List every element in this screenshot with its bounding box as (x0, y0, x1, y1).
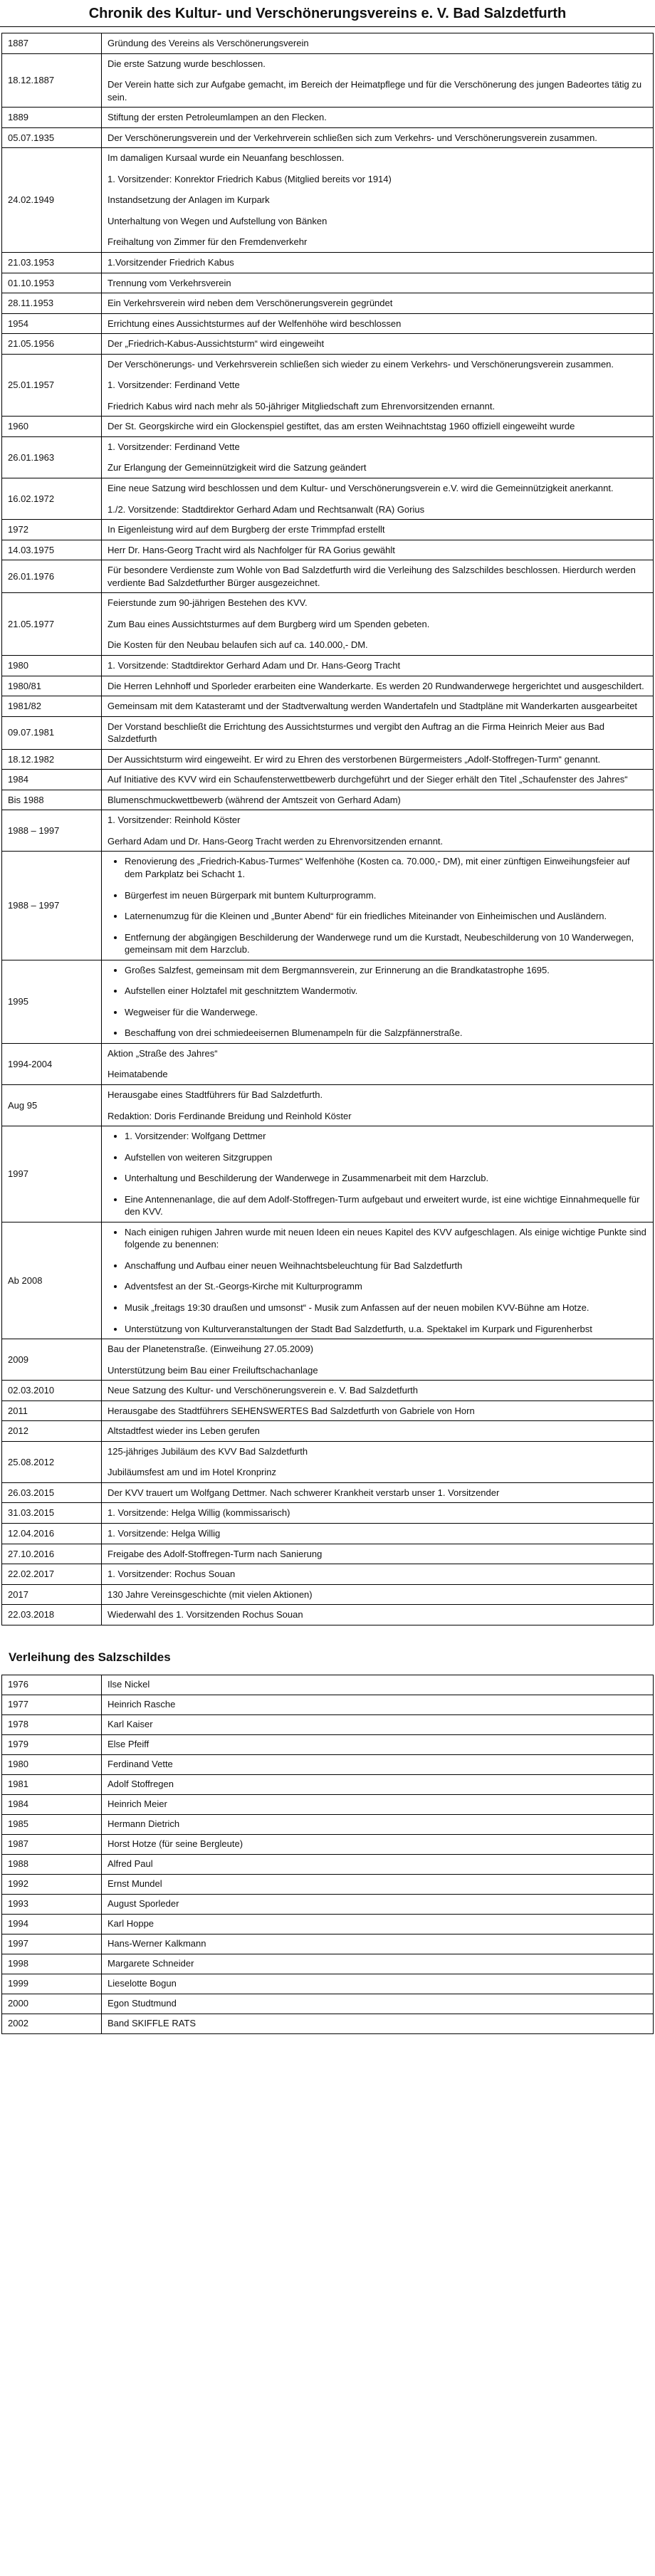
chronicle-bullet-item: • Renovierung des „Friedrich-Kabus-Turmes“ Welfenhöhe (Kosten ca. 70.000,- DM), mit einer zünftigen Einweihungsfeier auf dem Parkplatz bei Schacht 1. (125, 855, 647, 880)
chronicle-paragraph: Blumenschmuckwettbewerb (während der Amtszeit von Gerhard Adam) (108, 794, 401, 805)
chronicle-bullet-item: • Unterstützung von Kulturveranstaltungen der Stadt Bad Salzdetfurth, u.a. Spektakel im Kurpark und Figurenherbst (125, 1323, 647, 1336)
award-year: 1979 (2, 1734, 102, 1754)
chronicle-date: 14.03.1975 (2, 540, 102, 560)
award-row (2, 1834, 654, 1854)
chronicle-row (2, 1544, 654, 1564)
chronicle-date: 02.03.2010 (2, 1381, 102, 1401)
chronicle-description (102, 1544, 654, 1564)
chronicle-row (2, 1605, 654, 1625)
chronicle-bullet-item: • Eine Antennenanlage, die auf dem Adolf-Stoffregen-Turm aufgebaut und erweitert wurde, ist eine wichtige Einnahmequelle für den KVV. (125, 1193, 647, 1218)
chronicle-date: 1980 (2, 655, 102, 676)
chronicle-paragraph: 1./2. Vorsitzende: Stadtdirektor Gerhard Adam und Rechtsanwalt (RA) Gorius (108, 503, 425, 515)
award-row (2, 1854, 654, 1874)
chronicle-date: 1889 (2, 108, 102, 128)
chronicle-paragraph: Im damaligen Kursaal wurde ein Neuanfang beschlossen. (108, 152, 345, 164)
chronicle-row (2, 334, 654, 355)
chronicle-paragraph: 1. Vorsitzender: Konrektor Friedrich Kabus (Mitglied bereits vor 1914) (108, 173, 392, 184)
chronicle-paragraph: Unterstützung beim Bau einer Freiluftschachanlage (108, 1364, 318, 1376)
chronicle-row (2, 655, 654, 676)
chronicle-description (102, 540, 654, 560)
chronicle-date: 18.12.1887 (2, 53, 102, 108)
chronicle-paragraph: Herausgabe eines Stadtführers für Bad Salzdetfurth. (108, 1089, 323, 1100)
award-year: 1988 (2, 1854, 102, 1874)
award-row (2, 1754, 654, 1774)
awards-table-body (2, 1675, 654, 2033)
chronicle-description (102, 1043, 654, 1084)
page-title: Chronik des Kultur- und Verschönerungsvereins e. V. Bad Salzdetfurth (0, 0, 655, 27)
chronicle-date: 1960 (2, 417, 102, 437)
chronicle-paragraph: Feierstunde zum 90-jährigen Bestehen des KVV. (108, 597, 308, 609)
chronicle-row (2, 148, 654, 253)
chronicle-paragraph: 1. Vorsitzender: Reinhold Köster (108, 815, 241, 826)
chronicle-row (2, 313, 654, 334)
chronicle-paragraph: Der Vorstand beschließt die Errichtung des Aussichtsturmes und vergibt den Auftrag an die Firma Heinrich Meier aus Bad Salzdetfurth (108, 721, 605, 745)
chronicle-row (2, 1503, 654, 1524)
chronicle-date: Aug 95 (2, 1084, 102, 1126)
chronicle-row (2, 540, 654, 560)
chronicle-bullet-item: • Entfernung der abgängigen Beschilderung der Wanderwege rund um die Kurstadt, Neubeschilderung von 10 Wanderwegen, gemeinsam mit dem Harzclub. (125, 931, 647, 956)
chronicle-description (102, 1339, 654, 1381)
chronicle-row (2, 1381, 654, 1401)
chronicle-paragraph: Der KVV trauert um Wolfgang Dettmer. Nach schwerer Krankheit verstarb unser 1. Vorsitzender (108, 1487, 500, 1498)
chronicle-date: 25.08.2012 (2, 1441, 102, 1482)
chronicle-paragraph: Zum Bau eines Aussichtsturmes auf dem Burgberg wird um Spenden gebeten. (108, 618, 430, 629)
award-recipient: Karl Kaiser (102, 1714, 654, 1734)
chronicle-row (2, 33, 654, 54)
awards-table (1, 1675, 654, 2034)
chronicle-description (102, 716, 654, 749)
chronicle-row (2, 749, 654, 770)
chronicle-bullet-item: • Wegweiser für die Wanderwege. (125, 1006, 647, 1019)
chronicle-paragraph: Herr Dr. Hans-Georg Tracht wird als Nachfolger für RA Gorius gewählt (108, 544, 395, 555)
award-row (2, 1794, 654, 1814)
chronicle-row (2, 716, 654, 749)
chronicle-date: 1954 (2, 313, 102, 334)
chronicle-description (102, 417, 654, 437)
chronicle-row (2, 770, 654, 790)
award-row (2, 1874, 654, 1894)
chronicle-paragraph: Eine neue Satzung wird beschlossen und dem Kultur- und Verschönerungsverein e.V. wird die Gemeinnützigkeit anerkannt. (108, 483, 614, 494)
award-year: 1980 (2, 1754, 102, 1774)
chronicle-date: 28.11.1953 (2, 293, 102, 314)
chronicle-description (102, 478, 654, 520)
chronicle-description (102, 273, 654, 293)
chronicle-paragraph: Gründung des Vereins als Verschönerungsverein (108, 38, 309, 48)
chronicle-date: 1988 – 1997 (2, 852, 102, 960)
chronicle-description (102, 1441, 654, 1482)
award-row (2, 1714, 654, 1734)
chronicle-description (102, 354, 654, 417)
chronicle-date: 18.12.1982 (2, 749, 102, 770)
chronicle-paragraph: 1. Vorsitzende: Stadtdirektor Gerhard Adam und Dr. Hans-Georg Tracht (108, 659, 401, 671)
chronicle-description (102, 293, 654, 314)
award-recipient: Horst Hotze (für seine Bergleute) (102, 1834, 654, 1854)
chronicle-paragraph: Der St. Georgskirche wird ein Glockenspiel gestiftet, das am ersten Weihnachtstag 1960 offiziell eingeweiht wurde (108, 421, 575, 432)
chronicle-paragraph: Auf Initiative des KVV wird ein Schaufensterwettbewerb durchgeführt und der Sieger erhält den Titel „Schaufenster des Jahres“ (108, 774, 628, 785)
awards-section-title: Verleihung des Salzschildes (9, 1650, 171, 1664)
award-year: 1985 (2, 1814, 102, 1834)
chronicle-paragraph: Der Verschönerungs- und Verkehrsverein schließen sich wieder zu einem Verkehrs- und Verschönerungsverein zusammen. (108, 358, 614, 370)
chronicle-row (2, 676, 654, 696)
award-recipient: Karl Hoppe (102, 1914, 654, 1934)
chronicle-row (2, 1043, 654, 1084)
chronicle-table-body (2, 33, 654, 1625)
chronicle-date: 31.03.2015 (2, 1503, 102, 1524)
chronicle-row (2, 852, 654, 960)
chronicle-paragraph: Der „Friedrich-Kabus-Aussichtsturm“ wird eingeweiht (108, 338, 325, 350)
chronicle-date: 1887 (2, 33, 102, 54)
chronicle-row (2, 1339, 654, 1381)
chronicle-paragraph: Trennung vom Verkehrsverein (108, 277, 231, 288)
chronicle-date: 2012 (2, 1421, 102, 1442)
chronicle-description (102, 127, 654, 148)
award-year: 1981 (2, 1774, 102, 1794)
chronicle-paragraph: Der Aussichtsturm wird eingeweiht. Er wird zu Ehren des verstorbenen Bürgermeisters „Adolf-Stoffregen-Turm“ genannt. (108, 753, 601, 765)
chronicle-row (2, 354, 654, 417)
award-row (2, 1994, 654, 2014)
award-recipient: Ilse Nickel (102, 1675, 654, 1695)
chronicle-date: 1988 – 1997 (2, 810, 102, 852)
chronicle-paragraph: Freigabe des Adolf-Stoffregen-Turm nach Sanierung (108, 1548, 323, 1559)
chronicle-paragraph: 125-jähriges Jubiläum des KVV Bad Salzdetfurth (108, 1445, 308, 1457)
chronicle-description (102, 770, 654, 790)
chronicle-description (102, 33, 654, 54)
chronicle-bullet-item: • Aufstellen einer Holztafel mit geschnitztem Wandermotiv. (125, 985, 647, 998)
chronicle-paragraph: Unterhaltung von Wegen und Aufstellung von Bänken (108, 215, 328, 226)
award-year: 1993 (2, 1894, 102, 1914)
chronicle-paragraph: 1. Vorsitzender: Rochus Souan (108, 1569, 236, 1580)
chronicle-row (2, 1084, 654, 1126)
chronicle-description (102, 53, 654, 108)
chronicle-description (102, 1482, 654, 1503)
chronicle-paragraph: 1. Vorsitzende: Helga Willig (108, 1528, 221, 1539)
chronicle-row (2, 53, 654, 108)
award-row (2, 1774, 654, 1794)
chronicle-bullet-item: • Großes Salzfest, gemeinsam mit dem Bergmannsverein, zur Erinnerung an die Brandkatastrophe 1695. (125, 964, 647, 977)
chronicle-description (102, 960, 654, 1043)
chronicle-row (2, 560, 654, 593)
award-year: 1998 (2, 1954, 102, 1974)
award-year: 1977 (2, 1695, 102, 1714)
chronicle-date: 09.07.1981 (2, 716, 102, 749)
chronicle-paragraph: 1. Vorsitzende: Helga Willig (kommissarisch) (108, 1507, 290, 1519)
award-recipient: Ernst Mundel (102, 1874, 654, 1894)
chronicle-date: 01.10.1953 (2, 273, 102, 293)
award-recipient: Hans-Werner Kalkmann (102, 1934, 654, 1954)
chronicle-date: 24.02.1949 (2, 148, 102, 253)
award-year: 1999 (2, 1974, 102, 1994)
chronicle-date: 1997 (2, 1126, 102, 1222)
chronicle-description (102, 1381, 654, 1401)
chronicle-row (2, 1222, 654, 1339)
chronicle-description (102, 1222, 654, 1339)
award-year: 2002 (2, 2014, 102, 2033)
chronicle-description (102, 810, 654, 852)
chronicle-paragraph: Jubiläumsfest am und im Hotel Kronprinz (108, 1467, 276, 1478)
chronicle-description (102, 313, 654, 334)
chronicle-description (102, 253, 654, 273)
award-recipient: Else Pfeiff (102, 1734, 654, 1754)
chronicle-bullet-item: • Unterhaltung und Beschilderung der Wanderwege in Zusammenarbeit mit dem Harzclub. (125, 1172, 647, 1185)
chronicle-description (102, 676, 654, 696)
chronicle-description (102, 1400, 654, 1421)
award-recipient: Ferdinand Vette (102, 1754, 654, 1774)
award-row (2, 1954, 654, 1974)
chronicle-row (2, 593, 654, 656)
chronicle-description (102, 1564, 654, 1585)
chronicle-description (102, 655, 654, 676)
chronicle-date: 22.02.2017 (2, 1564, 102, 1585)
chronicle-paragraph: Für besondere Verdienste zum Wohle von Bad Salzdetfurth wird die Verleihung des Salzschildes beschlossen. Hierdurch werden verdiente Bad Salzdetfurther Bürger ausgezeichnet. (108, 565, 636, 588)
award-row (2, 1894, 654, 1914)
award-row (2, 1734, 654, 1754)
chronicle-date: 26.01.1963 (2, 436, 102, 478)
award-row (2, 2014, 654, 2033)
chronicle-paragraph: Gerhard Adam und Dr. Hans-Georg Tracht werden zu Ehrenvorsitzenden ernannt. (108, 835, 444, 847)
chronicle-description (102, 1584, 654, 1605)
award-year: 1987 (2, 1834, 102, 1854)
chronicle-bullet-item: • Aufstellen von weiteren Sitzgruppen (125, 1151, 647, 1164)
chronicle-paragraph: 1.Vorsitzender Friedrich Kabus (108, 257, 234, 268)
chronicle-date: 21.05.1977 (2, 593, 102, 656)
award-row (2, 1934, 654, 1954)
chronicle-paragraph: Friedrich Kabus wird nach mehr als 50-jähriger Mitgliedschaft zum Ehrenvorsitzenden ernannt. (108, 400, 496, 412)
chronicle-date: 21.03.1953 (2, 253, 102, 273)
chronicle-date: 1995 (2, 960, 102, 1043)
chronicle-row (2, 436, 654, 478)
chronicle-paragraph: Die Kosten für den Neubau belaufen sich auf ca. 140.000,- DM. (108, 639, 368, 651)
chronicle-row (2, 293, 654, 314)
chronicle-row (2, 520, 654, 540)
chronicle-description (102, 148, 654, 253)
chronicle-bullet-item: • Adventsfest an der St.-Georgs-Kirche mit Kulturprogramm (125, 1280, 647, 1293)
chronicle-description (102, 593, 654, 656)
chronicle-date: 27.10.2016 (2, 1544, 102, 1564)
chronicle-row (2, 417, 654, 437)
chronicle-date: 2017 (2, 1584, 102, 1605)
chronicle-row (2, 1482, 654, 1503)
chronicle-bullet-list (108, 1130, 647, 1218)
award-year: 1997 (2, 1934, 102, 1954)
chronicle-paragraph: Aktion „Straße des Jahres“ (108, 1047, 218, 1059)
chronicle-description (102, 334, 654, 355)
chronicle-row (2, 810, 654, 852)
chronicle-row (2, 108, 654, 128)
chronicle-description (102, 560, 654, 593)
award-recipient: Heinrich Meier (102, 1794, 654, 1814)
chronicle-row (2, 1524, 654, 1544)
award-row (2, 1675, 654, 1695)
chronicle-bullet-item: • Musik „freitags 19:30 draußen und umsonst“ - Musik zum Anfassen auf der neuen mobilen KVV-Bühne am Hotze. (125, 1302, 647, 1314)
chronicle-description (102, 1084, 654, 1126)
award-recipient: Hermann Dietrich (102, 1814, 654, 1834)
chronicle-date: 1984 (2, 770, 102, 790)
chronicle-bullet-item: • Beschaffung von drei schmiedeeisernen Blumenampeln für die Salzpfännerstraße. (125, 1027, 647, 1040)
chronicle-description (102, 749, 654, 770)
chronicle-paragraph: Altstadtfest wieder ins Leben gerufen (108, 1425, 260, 1437)
chronicle-paragraph: Heimatabende (108, 1069, 168, 1080)
chronicle-description (102, 790, 654, 810)
chronicle-bullet-item: • Anschaffung und Aufbau einer neuen Weihnachtsbeleuchtung für Bad Salzdetfurth (125, 1260, 647, 1272)
chronicle-date: 1972 (2, 520, 102, 540)
award-year: 1976 (2, 1675, 102, 1695)
chronicle-row (2, 1126, 654, 1222)
chronicle-paragraph: Wiederwahl des 1. Vorsitzenden Rochus Souan (108, 1609, 303, 1621)
chronicle-paragraph: Neue Satzung des Kultur- und Verschönerungsverein e. V. Bad Salzdetfurth (108, 1385, 419, 1396)
award-recipient: Heinrich Rasche (102, 1695, 654, 1714)
chronicle-row (2, 960, 654, 1043)
chronicle-paragraph: Stiftung der ersten Petroleumlampen an den Flecken. (108, 112, 327, 123)
chronicle-paragraph: Freihaltung von Zimmer für den Fremdenverkehr (108, 236, 308, 248)
chronicle-bullet-item: • Nach einigen ruhigen Jahren wurde mit neuen Ideen ein neues Kapitel des KVV aufgeschlagen. Als einige wichtige Punkte sind folgende zu benennen: (125, 1226, 647, 1251)
chronicle-bullet-item: • 1. Vorsitzender: Wolfgang Dettmer (125, 1130, 647, 1143)
chronicle-row (2, 1584, 654, 1605)
chronicle-paragraph: Der Verein hatte sich zur Aufgabe gemacht, im Bereich der Heimatpflege und für die Verschönerung des jungen Badeortes tätig zu sein. (108, 79, 642, 103)
chronicle-row (2, 1564, 654, 1585)
award-row (2, 1974, 654, 1994)
chronicle-bullet-list (108, 855, 647, 955)
chronicle-date: 1981/82 (2, 696, 102, 717)
chronicle-description (102, 1503, 654, 1524)
chronicle-description (102, 852, 654, 960)
award-year: 1992 (2, 1874, 102, 1894)
chronicle-row (2, 696, 654, 717)
chronicle-date: 05.07.1935 (2, 127, 102, 148)
chronicle-paragraph: Errichtung eines Aussichtsturmes auf der Welfenhöhe wird beschlossen (108, 318, 402, 329)
chronicle-description (102, 1126, 654, 1222)
chronicle-paragraph: Redaktion: Doris Ferdinande Breidung und Reinhold Köster (108, 1110, 352, 1121)
chronicle-paragraph: Ein Verkehrsverein wird neben dem Verschönerungsverein gegründet (108, 298, 393, 309)
chronicle-row (2, 1421, 654, 1442)
chronicle-row (2, 127, 654, 148)
chronicle-description (102, 1524, 654, 1544)
award-recipient: August Sporleder (102, 1894, 654, 1914)
award-recipient: Lieselotte Bogun (102, 1974, 654, 1994)
chronicle-date: Ab 2008 (2, 1222, 102, 1339)
chronicle-paragraph: In Eigenleistung wird auf dem Burgberg der erste Trimmpfad erstellt (108, 524, 385, 535)
chronicle-description (102, 1421, 654, 1442)
chronicle-paragraph: Der Verschönerungsverein und der Verkehrverein schließen sich zum Verkehrs- und Verschönerungsverein zusammen. (108, 132, 597, 143)
chronicle-paragraph: Herausgabe des Stadtführers SEHENSWERTES Bad Salzdetfurth von Gabriele von Horn (108, 1405, 475, 1416)
award-recipient: Alfred Paul (102, 1854, 654, 1874)
chronicle-paragraph: Gemeinsam mit dem Katasteramt und der Stadtverwaltung werden Wandertafeln und Stadtpläne mit Wanderkarten ausgearbeitet (108, 701, 638, 712)
chronicle-description (102, 436, 654, 478)
chronicle-date: Bis 1988 (2, 790, 102, 810)
award-recipient: Margarete Schneider (102, 1954, 654, 1974)
award-row (2, 1814, 654, 1834)
chronicle-row (2, 790, 654, 810)
chronicle-description (102, 696, 654, 717)
chronicle-paragraph: 1. Vorsitzender: Ferdinand Vette (108, 441, 240, 452)
chronicle-paragraph: 130 Jahre Vereinsgeschichte (mit vielen Aktionen) (108, 1588, 313, 1600)
award-recipient: Egon Studtmund (102, 1994, 654, 2014)
chronicle-description (102, 1605, 654, 1625)
chronicle-description (102, 108, 654, 128)
chronicle-row (2, 253, 654, 273)
chronicle-date: 22.03.2018 (2, 1605, 102, 1625)
chronicle-date: 25.01.1957 (2, 354, 102, 417)
chronicle-bullet-list (108, 1226, 647, 1335)
chronicle-row (2, 273, 654, 293)
chronicle-description (102, 520, 654, 540)
award-row (2, 1914, 654, 1934)
chronicle-date: 16.02.1972 (2, 478, 102, 520)
chronicle-paragraph: 1. Vorsitzender: Ferdinand Vette (108, 379, 240, 391)
chronicle-bullet-list (108, 964, 647, 1040)
chronicle-date: 2009 (2, 1339, 102, 1381)
award-year: 1994 (2, 1914, 102, 1934)
chronicle-paragraph: Bau der Planetenstraße. (Einweihung 27.05.2009) (108, 1344, 314, 1355)
award-recipient: Adolf Stoffregen (102, 1774, 654, 1794)
chronicle-row (2, 1400, 654, 1421)
chronicle-date: 1994-2004 (2, 1043, 102, 1084)
chronicle-date: 26.03.2015 (2, 1482, 102, 1503)
chronicle-paragraph: Die Herren Lehnhoff und Sporleder erarbeiten eine Wanderkarte. Es werden 20 Rundwanderwege hergerichtet und ausgeschildert. (108, 680, 644, 691)
award-year: 2000 (2, 1994, 102, 2014)
award-year: 1984 (2, 1794, 102, 1814)
chronicle-paragraph: Die erste Satzung wurde beschlossen. (108, 58, 266, 69)
chronicle-date: 12.04.2016 (2, 1524, 102, 1544)
award-row (2, 1695, 654, 1714)
chronicle-table (1, 33, 654, 1625)
chronicle-date: 21.05.1956 (2, 334, 102, 355)
chronicle-date: 1980/81 (2, 676, 102, 696)
award-year: 1978 (2, 1714, 102, 1734)
chronicle-date: 26.01.1976 (2, 560, 102, 593)
chronicle-paragraph: Instandsetzung der Anlagen im Kurpark (108, 194, 270, 206)
chronicle-bullet-item: • Bürgerfest im neuen Bürgerpark mit buntem Kulturprogramm. (125, 889, 647, 902)
chronicle-row (2, 478, 654, 520)
chronicle-bullet-item: • Laternenumzug für die Kleinen und „Bunter Abend“ für ein friedliches Miteinander von Einheimischen und Ausländern. (125, 910, 647, 923)
award-recipient: Band SKIFFLE RATS (102, 2014, 654, 2033)
chronicle-paragraph: Zur Erlangung der Gemeinnützigkeit wird die Satzung geändert (108, 462, 367, 473)
chronicle-row (2, 1441, 654, 1482)
chronicle-date: 2011 (2, 1400, 102, 1421)
